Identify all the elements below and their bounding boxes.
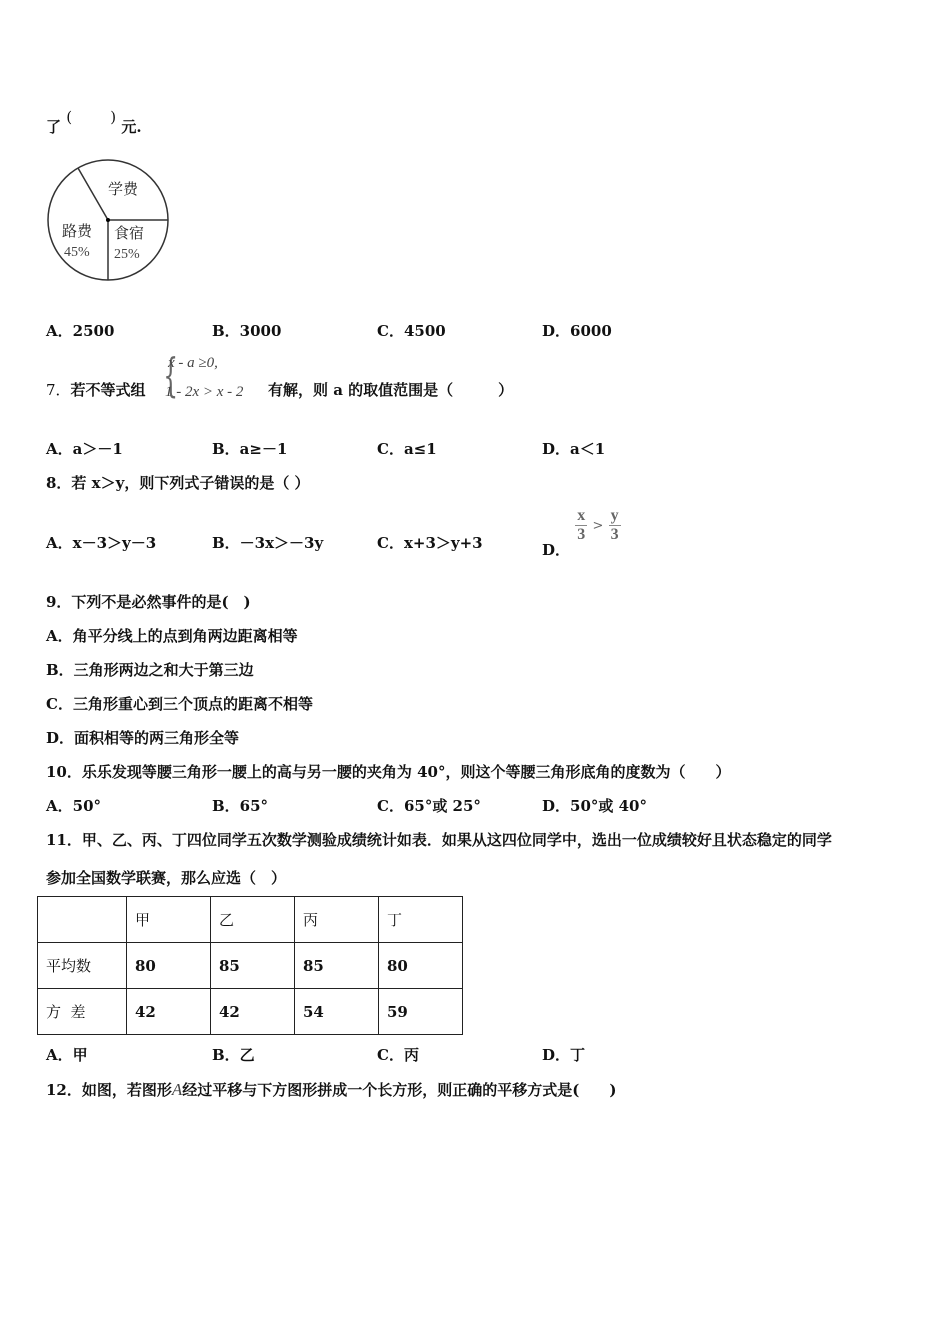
q7-inequality-2: 1 - 2x > x - 2 bbox=[165, 384, 244, 400]
q11-question-line1: 11．甲、乙、丙、丁四位同学五次数学测验成绩统计如表．如果从这四位同学中，选出一位成绩较好且状态稳定的同学 bbox=[46, 831, 832, 849]
table-row bbox=[38, 943, 463, 989]
q8-fraction-y bbox=[609, 507, 621, 544]
q7-number-prefix bbox=[46, 379, 146, 400]
q9-option-d[interactable]: D．面积相等的两三角形全等 bbox=[46, 729, 240, 747]
table-header-cell: 丙 bbox=[295, 897, 379, 943]
q9-option-b[interactable]: B．三角形两边之和大于第三边 bbox=[46, 661, 254, 679]
q10-option-c[interactable]: C．65°或 25° bbox=[377, 797, 481, 815]
q7-number: 7． bbox=[46, 381, 71, 399]
pie-value-travel: 45% bbox=[64, 245, 90, 260]
q11-question-line2: 参加全国数学联赛，那么应选（ ） bbox=[46, 869, 287, 887]
table-cell: 42 bbox=[127, 989, 211, 1035]
pie-label-tuition: 学费 bbox=[108, 180, 139, 198]
q7-prefix: 若不等式组 bbox=[70, 381, 146, 399]
q10-question: 10．乐乐发现等腰三角形一腰上的高与另一腰的夹角为 40°，则这个等腰三角形底角的度数为（ ） bbox=[46, 763, 731, 781]
table-header-cell: 乙 bbox=[211, 897, 295, 943]
q8-option-c[interactable]: C．x+3＞y+3 bbox=[377, 534, 483, 552]
pie-divider-top bbox=[78, 168, 108, 220]
q6-option-c[interactable]: C．4500 bbox=[377, 322, 446, 340]
q7-option-d[interactable]: D．a＜1 bbox=[542, 440, 606, 458]
q7-option-a[interactable]: A．a＞－1 bbox=[46, 440, 123, 458]
q7-brace: { bbox=[163, 348, 178, 402]
q11-score-table bbox=[37, 896, 463, 1035]
q6-suffix: 元. bbox=[121, 118, 142, 136]
q11-option-c[interactable]: C．丙 bbox=[377, 1046, 419, 1064]
q8-frac-den-y: 3 bbox=[610, 526, 619, 543]
q7-option-c[interactable]: C．a≤1 bbox=[377, 440, 437, 458]
q12-suffix: 经过平移与下方图形拼成一个长方形，则正确的平移方式是( ) bbox=[182, 1081, 617, 1099]
q9-option-c[interactable]: C．三角形重心到三个顶点的距离不相等 bbox=[46, 695, 313, 713]
table-row bbox=[38, 989, 463, 1035]
q6-prefix: 了 bbox=[46, 118, 62, 136]
table-cell: 85 bbox=[211, 943, 295, 989]
q10-option-b[interactable]: B．65° bbox=[212, 797, 269, 815]
table-cell: 85 bbox=[295, 943, 379, 989]
q10-option-a[interactable]: A．50° bbox=[46, 797, 102, 815]
table-cell: 59 bbox=[379, 989, 463, 1035]
q9-option-a[interactable]: A．角平分线上的点到角两边距离相等 bbox=[46, 627, 298, 645]
q6-tail bbox=[46, 106, 142, 136]
q12-question bbox=[46, 1079, 616, 1100]
table-header-cell: 甲 bbox=[127, 897, 211, 943]
q11-option-a[interactable]: A．甲 bbox=[46, 1046, 88, 1064]
q8-option-a[interactable]: A．x－3＞y－3 bbox=[46, 534, 157, 552]
table-cell: 平均数 bbox=[38, 943, 127, 989]
q6-option-d[interactable]: D．6000 bbox=[542, 322, 612, 340]
pie-label-travel: 路费 bbox=[62, 222, 93, 240]
q6-option-a[interactable]: A．2500 bbox=[46, 322, 115, 340]
q12-var: A bbox=[171, 1080, 183, 1099]
q10-option-d[interactable]: D．50°或 40° bbox=[542, 797, 647, 815]
q7-suffix: 有解，则 a 的取值范围是（ ） bbox=[268, 381, 514, 399]
q7-option-b[interactable]: B．a≥－1 bbox=[212, 440, 288, 458]
table-header-cell: 丁 bbox=[379, 897, 463, 943]
q12-prefix: 12．如图，若图形 bbox=[46, 1081, 172, 1099]
q8-frac-num-y: y bbox=[610, 507, 619, 524]
table-header-row bbox=[38, 897, 463, 943]
table-cell: 42 bbox=[211, 989, 295, 1035]
pie-center bbox=[106, 218, 110, 222]
q8-fraction-x bbox=[575, 507, 587, 544]
pie-label-board: 食宿 bbox=[114, 224, 145, 242]
q8-frac-num-x: x bbox=[577, 507, 586, 524]
q8-option-b[interactable]: B．－3x＞－3y bbox=[212, 534, 324, 552]
expense-pie-chart bbox=[44, 156, 174, 286]
q11-option-d[interactable]: D．丁 bbox=[542, 1046, 586, 1064]
q6-paren: ( ) bbox=[66, 108, 117, 126]
q8-frac-op: > bbox=[592, 518, 604, 534]
table-cell: 54 bbox=[295, 989, 379, 1035]
table-cell: 方 差 bbox=[38, 989, 127, 1035]
table-header-cell bbox=[38, 897, 127, 943]
q8-frac-den-x: 3 bbox=[577, 526, 586, 543]
q7-inequality-1: x - a ≥0, bbox=[168, 355, 218, 371]
q6-option-b[interactable]: B．3000 bbox=[212, 322, 282, 340]
pie-value-board: 25% bbox=[114, 247, 140, 262]
q11-option-b[interactable]: B．乙 bbox=[212, 1046, 255, 1064]
q8-option-d[interactable] bbox=[542, 507, 621, 559]
table-cell: 80 bbox=[127, 943, 211, 989]
q8-option-d-label: D． bbox=[542, 540, 571, 559]
table-cell: 80 bbox=[379, 943, 463, 989]
q9-question: 9．下列不是必然事件的是( ) bbox=[46, 593, 251, 611]
q8-question: 8．若 x＞y，则下列式子错误的是（ ） bbox=[46, 474, 310, 492]
